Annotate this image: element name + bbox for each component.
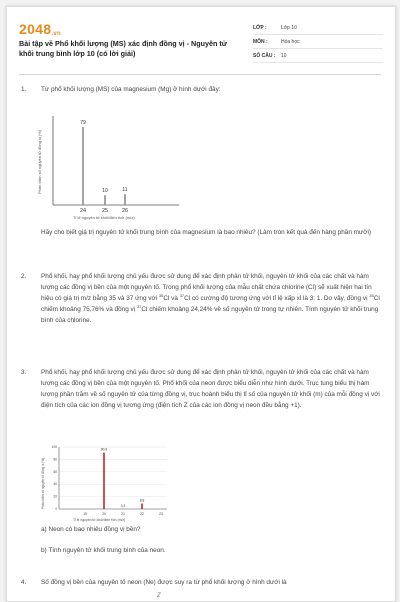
question-text: Phổ khối, hay phổ khối lượng chủ yếu được sử dụng để xác định phân tử khối, nguyên tử khối của các chất và hàm lượng các đồng vị bền của một nguyên tố. Phổ khối của neon được biểu diễn như hình dưới. Trục tung biểu thị hàm lượng phần trăm về số nguyên tử của từng đồng vị, trục hoành biểu thị tỉ số của nguyên tử khối (m) của mỗi đồng vị với điện tích của các ion đồng vị tương ứng (điện tích Z của các ion đồng vị neon đều bằng +1). xyxy=(41,369,380,409)
x-tick-label: 26 xyxy=(121,208,129,214)
question-text: Hãy cho biết giá trị nguyên tử khối trung bình của magnesium là bao nhiêu? (Làm tròn kết quả đến hàng phần mười) xyxy=(41,229,371,236)
x-tick-label: 21 xyxy=(121,512,125,516)
y-axis-label: Phần trăm số nguyên tử đồng vị (%) xyxy=(41,457,45,509)
question-3-subs xyxy=(21,524,381,556)
question-text: Số đồng vị bền của nguyên tố neon (Ne) được suy ra từ phổ khối lượng ở hình dưới là xyxy=(41,579,287,586)
y-axis-label: Phần trăm số nguyên tử đồng vị (%) xyxy=(37,129,42,194)
x-tick-label: 24 xyxy=(79,208,87,214)
data-label: 0,3 xyxy=(120,503,126,508)
meta-value: Lớp 10 xyxy=(281,24,297,31)
y-tick-label: 20 xyxy=(53,494,57,499)
neon-ms-chart xyxy=(37,439,177,523)
question-3 xyxy=(21,367,381,411)
page-mark: Z xyxy=(157,593,161,599)
x-tick-label: 22 xyxy=(140,512,144,516)
x-tick-label: 23 xyxy=(159,512,163,516)
question-text: Phổ khối, hay phổ khối lượng chủ yếu được sử dụng để xác định phân tử khối, nguyên tử khối của các chất và hàm lượng các đồng vị bền của một nguyên tố. Trong phổ khối lượng của mẫu chất chứa chlorine (Cl) sẽ xuất hiện hai tín hiệu có giá trị m/z bằng 35 và 37 ứng với $^{35}$Cl và $^{37}$Cl có cường độ tương ứng với tỉ lệ xấp xỉ là 3: 1. Do vậy, đồng vị $^{35}$Cl chiếm khoảng 75,76% và đồng vị $^{37}$Cl chiếm khoảng 24,24% về số nguyên tử trong tự nhiên. Tính nguyên tử khối trung bình của chlorine. xyxy=(41,273,380,324)
subquestion-a: a) Neon có bao nhiêu đồng vị bền? xyxy=(41,526,141,533)
question-4 xyxy=(21,577,381,588)
meta-subject xyxy=(253,35,383,49)
data-label: 8,8 xyxy=(139,498,145,503)
question-number: 3. xyxy=(21,369,27,376)
y-tick-label: 0 xyxy=(55,507,57,511)
y-tick-label: 60 xyxy=(53,469,57,474)
data-label: 79 xyxy=(80,119,86,126)
magnesium-ms-chart xyxy=(29,110,199,222)
meta-value: 10 xyxy=(281,52,287,59)
data-label: 90,9 xyxy=(100,447,108,452)
question-intro: Từ phổ khối lượng (MS) của magnesium (Mg) ở hình dưới đây: xyxy=(41,86,221,93)
question-number: 2. xyxy=(21,273,27,280)
document-page xyxy=(6,6,396,602)
question-2 xyxy=(21,271,381,326)
document-title: Bài tập về Phổ khối lượng (MS) xác định đồng vị - Nguyên tử khối trung bình lớp 10 (có lời giải) xyxy=(19,39,227,58)
data-label: 11 xyxy=(122,187,128,194)
meta-value: Hóa học xyxy=(281,38,300,45)
meta-count xyxy=(253,49,383,63)
y-tick-label: 40 xyxy=(53,482,57,487)
x-tick-label: 25 xyxy=(101,208,109,214)
meta-grade xyxy=(253,21,383,35)
x-tick-label: 19 xyxy=(83,512,87,516)
subquestion-b: b) Tính nguyên tử khối trung bình của neon. xyxy=(41,547,166,554)
header-divider xyxy=(19,74,381,75)
meta-key: MÔN : xyxy=(253,38,268,45)
x-axis-label: Tỉ lệ nguyên tử khối/điện tích (m/z) xyxy=(73,518,126,522)
data-label: 10 xyxy=(102,188,108,195)
site-logo[interactable]: 2048.vn xyxy=(19,21,61,37)
question-1-ask xyxy=(21,227,381,238)
x-axis-label: Tỉ lệ nguyên tử khối/điện tích (m/z) xyxy=(73,215,135,220)
meta-key: LỚP : xyxy=(253,24,267,31)
x-tick-label: 20 xyxy=(102,512,106,516)
document-meta xyxy=(253,21,383,63)
y-tick-label: 100 xyxy=(51,445,57,449)
question-number: 1. xyxy=(21,86,27,93)
meta-key: SỐ CÂU : xyxy=(253,52,276,59)
question-number: 4. xyxy=(21,579,27,586)
y-tick-label: 80 xyxy=(53,457,57,462)
question-1 xyxy=(21,84,381,95)
